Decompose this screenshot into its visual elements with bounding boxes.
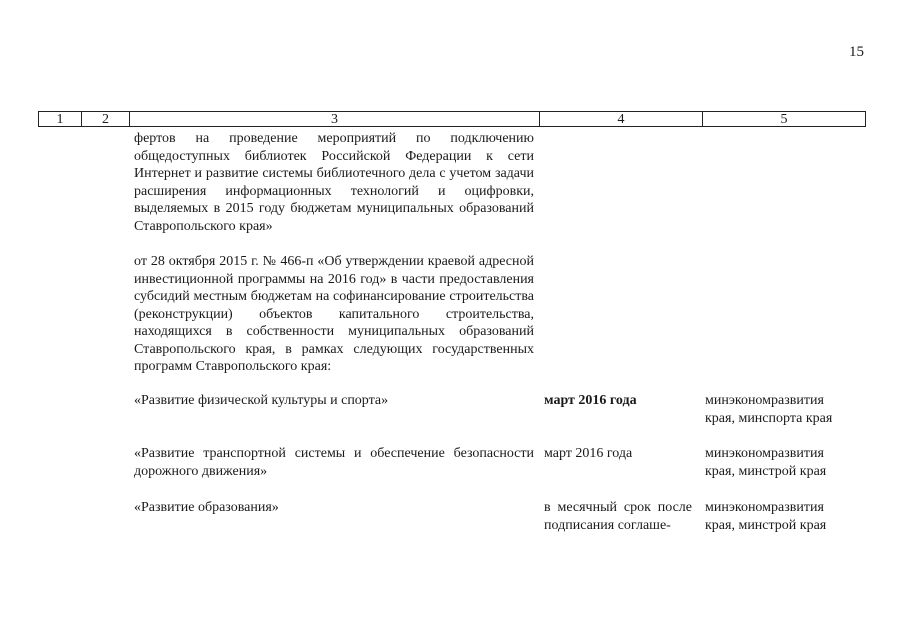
- deadline-education: в месячный срок после подписания соглаше-: [544, 500, 692, 533]
- deadline-sport: март 2016 года: [544, 393, 637, 408]
- program-sport: «Развитие физической культуры и спорта»: [134, 393, 389, 408]
- responsible-education: минэкономразвития края, минстрой края: [705, 500, 827, 533]
- page-number: 15: [849, 44, 864, 60]
- paragraph-continuation: фертов на проведение мероприятий по подключению общедоступных библиотек Российской Федерации к сети Интернет и развитие системы библиотечного дела с учетом задачи расширения информационных технологий и оцифровки, выделяемых в 2015 году бюджетам муниципальных образований Ставропольского края»: [134, 131, 534, 234]
- header-col-3: 3: [130, 112, 540, 126]
- table-header-row: [38, 111, 866, 127]
- header-col-2: 2: [82, 112, 130, 126]
- program-education: «Развитие образования»: [134, 500, 279, 515]
- header-col-4: 4: [540, 112, 703, 126]
- paragraph-resolution: от 28 октября 2015 г. № 466-п «Об утверждении краевой адресной инвестиционной программы на 2016 год» в части предоставления субсидий местным бюджетам на софинансирование строительства (реконструкции) объектов капитального строительства, находящихся в собственности муниципальных образований Ставропольского края, в рамках следующих государственных программ Ставропольского края:: [134, 254, 534, 374]
- responsible-transport: минэкономразвития края, минстрой края: [705, 446, 827, 479]
- program-transport: «Развитие транспортной системы и обеспечение безопасности дорожного движения»: [134, 446, 534, 479]
- header-col-1: 1: [39, 112, 82, 126]
- responsible-sport: минэкономразвития края, минспорта края: [705, 393, 833, 426]
- deadline-transport: март 2016 года: [544, 446, 633, 461]
- header-col-5: 5: [780, 112, 788, 127]
